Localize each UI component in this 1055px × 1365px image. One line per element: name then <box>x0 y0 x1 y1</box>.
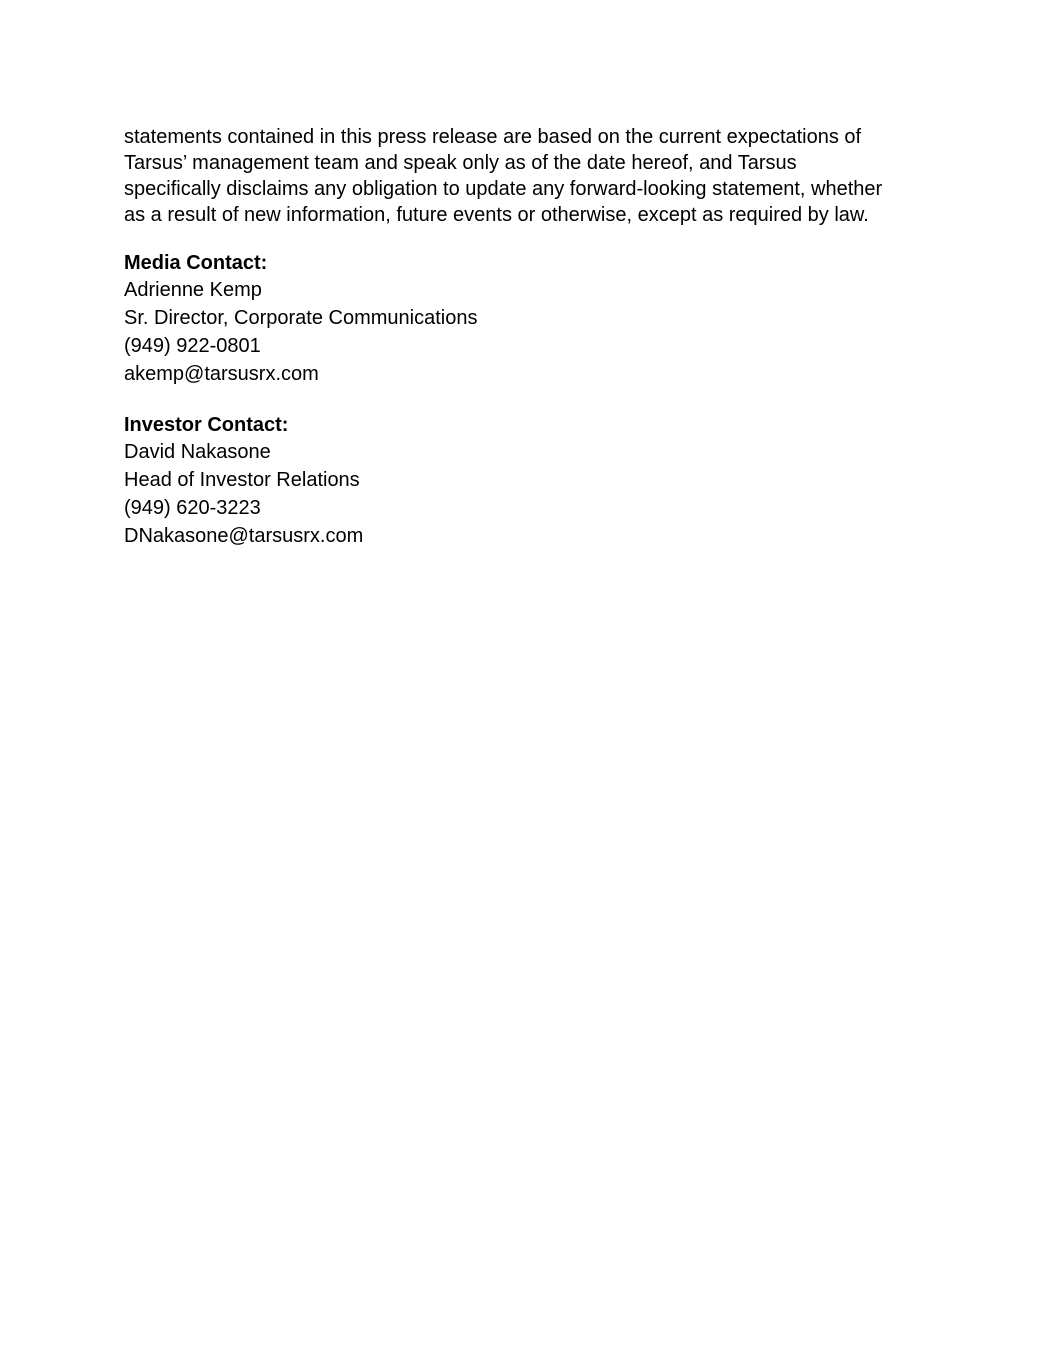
paragraph-line: statements contained in this press release are based on the current expectations of <box>124 126 862 148</box>
investor-contact-title: Head of Investor Relations <box>124 469 360 491</box>
media-contact-name: Adrienne Kemp <box>124 279 262 301</box>
media-contact-block <box>124 250 724 388</box>
investor-contact-name: David Nakasone <box>124 441 271 463</box>
investor-contact-heading: Investor Contact: <box>124 414 289 436</box>
media-contact-email: akemp@tarsusrx.com <box>124 363 319 385</box>
investor-contact-block <box>124 412 724 550</box>
investor-contact-phone: (949) 620-3223 <box>124 497 261 519</box>
media-contact-phone: (949) 922-0801 <box>124 335 261 357</box>
media-contact-title: Sr. Director, Corporate Communications <box>124 307 478 329</box>
paragraph-line: Tarsus’ management team and speak only as of the date hereof, and Tarsus <box>124 152 797 174</box>
forward-looking-statement-paragraph <box>124 124 924 228</box>
paragraph-line: specifically disclaims any obligation to update any forward-looking statement, whether <box>124 178 883 200</box>
paragraph-line: as a result of new information, future events or otherwise, except as required by law. <box>124 204 869 226</box>
investor-contact-email: DNakasone@tarsusrx.com <box>124 525 364 547</box>
media-contact-heading: Media Contact: <box>124 252 268 274</box>
